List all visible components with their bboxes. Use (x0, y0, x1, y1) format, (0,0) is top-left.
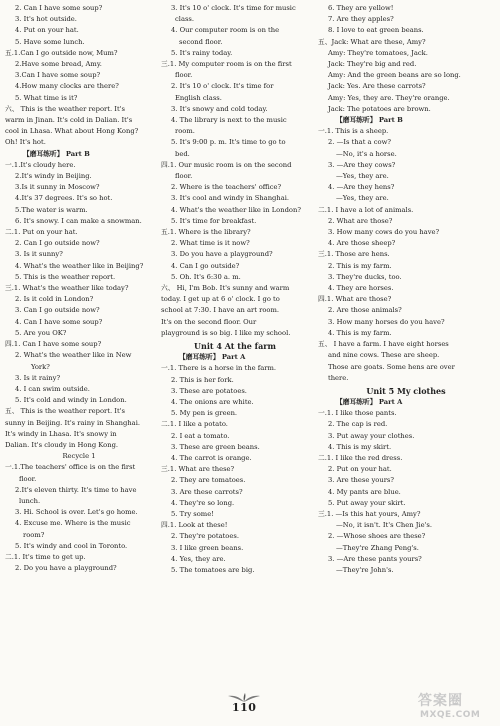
text-line: 3. —Are these pants yours? (328, 554, 422, 563)
text-line: 6. It's snowy. I can make a snowman. (15, 216, 142, 225)
text-line: 2. They are tomatoes. (171, 476, 246, 485)
text-line: cool in Lhasa. What about Hong Kong? (5, 127, 139, 136)
text-line: 5. It's 9:00 p. m. It's time to go to (171, 138, 286, 147)
text-line: 4. The carrot is orange. (171, 453, 252, 462)
text-line: Jack: They're big and red. (328, 60, 417, 69)
text-line: 一.1.The teachers' office is on the first (5, 463, 136, 472)
text-line: 四.1. What are those? (318, 295, 392, 304)
text-line: bed. (175, 149, 190, 158)
text-line: 3. Is it sunny? (15, 250, 63, 259)
unit-heading: Unit 5 My clothes (366, 385, 446, 396)
text-line: 2. Are those animals? (328, 306, 402, 315)
text-line: room? (23, 530, 45, 539)
text-line: 5. It's rainy today. (171, 48, 233, 57)
text-line: 3. These are green beans. (171, 442, 260, 451)
text-line: 一.1. I like those pants. (318, 409, 397, 418)
text-line: 4. The onions are white. (171, 397, 254, 406)
text-line: 8. I love to eat green beans. (328, 26, 424, 35)
text-line: sunny in Beijing. It's rainy in Shanghai. (5, 418, 140, 427)
text-line: 4. Can I go outside? (171, 261, 240, 270)
text-line: 三.1. What's the weather like today? (5, 284, 129, 293)
text-line: 7. Are they apples? (328, 15, 394, 24)
text-line: 2. —Is that a cow? (328, 138, 391, 147)
text-line: 5. It's windy and cool in Toronto. (15, 541, 128, 550)
text-line: —Yes, they are. (336, 172, 389, 181)
text-line: Recycle 1 (62, 452, 96, 461)
text-line: 2. Do you have a playground? (15, 564, 117, 573)
text-line: 5. Try some! (171, 509, 214, 518)
text-line: 六、 This is the weather report. It's (5, 104, 125, 113)
text-line: It's on the second floor. Our (161, 317, 257, 326)
text-line: 3. These are potatoes. (171, 386, 247, 395)
text-line: —They're John's. (336, 565, 394, 574)
text-line: 五.1.Can I go outside now, Mum? (5, 48, 118, 57)
text-line: 2. The cap is red. (328, 420, 388, 429)
text-line: 4. Yes, they are. (171, 554, 226, 563)
text-line: 三.1. —Is this hat yours, Amy? (318, 509, 421, 518)
text-line: 3. Are these yours? (328, 476, 395, 485)
text-line: 三.1. Those are hens. (318, 250, 390, 259)
section-heading: 【磨耳练听】 Part A (179, 353, 246, 362)
text-line: 3. How many horses do you have? (328, 317, 445, 326)
column-right (318, 3, 494, 576)
text-line: 一.1.It's cloudy here. (5, 160, 76, 169)
text-line: 3. I like green beans. (171, 543, 244, 552)
text-line: —They're Zhang Peng's. (336, 543, 419, 552)
text-line: 4. Can I have some soup? (15, 317, 103, 326)
text-line: 3. Is it rainy? (15, 373, 61, 382)
text-line: floor. (175, 71, 193, 80)
text-line: 4. —Are they hens? (328, 183, 395, 192)
text-line: 5. Put away your skirt. (328, 498, 406, 507)
text-line: 四.1. Our music room is on the second (161, 160, 292, 169)
text-line: 5. My pen is green. (171, 409, 238, 418)
text-line: 二.1. I like the red dress. (318, 453, 403, 462)
text-line: 3.Is it sunny in Moscow? (15, 183, 100, 192)
text-line: 二.1. I like a potato. (161, 420, 228, 429)
text-line: and nine cows. These are sheep. (328, 351, 440, 360)
text-line: 五、Jack: What are these, Amy? (318, 37, 426, 46)
text-line: today. I get up at 6 o' clock. I go to (161, 295, 280, 304)
text-line: 5. Oh. It's 6:30 a. m. (171, 272, 241, 281)
text-line: 5. It's cold and windy in London. (15, 396, 127, 405)
text-line: lunch. (19, 496, 41, 505)
text-line: 4.It's 37 degrees. It's so hot. (15, 194, 113, 203)
text-line: 2. Where is the teachers' office? (171, 183, 282, 192)
text-line: 三.1. My computer room is on the first (161, 60, 292, 69)
text-line: 2. It's 10 o' clock. It's time for (171, 82, 274, 91)
text-line: —Yes, they are. (336, 194, 389, 203)
column-left (5, 3, 153, 574)
text-line: 5.The water is warm. (15, 205, 88, 214)
text-line: 5. Are you OK? (15, 328, 67, 337)
text-line: room. (175, 127, 195, 136)
text-line: 4. What's the weather like in Beijing? (15, 261, 144, 270)
column-middle (161, 3, 309, 576)
text-line: 4. Are those sheep? (328, 239, 396, 248)
text-line: English class. (175, 93, 222, 102)
page-number: 110 (232, 701, 257, 714)
text-line: 二.1. Put on your hat. (5, 228, 78, 237)
text-line: 3. It's cool and windy in Shanghai. (171, 194, 290, 203)
text-line: 四.1. Can I have some soup? (5, 340, 102, 349)
text-line: 五、 I have a farm. I have eight horses (318, 340, 449, 349)
text-line: 4. They are horses. (328, 284, 394, 293)
section-heading: 【磨耳练听】 Part A (336, 397, 403, 406)
text-line: 4. Excuse me. Where is the music (15, 519, 131, 528)
text-line: 二.1. It's time to get up. (5, 552, 86, 561)
text-line: floor. (19, 474, 37, 483)
text-line: 2. Can I have some soup? (15, 4, 103, 12)
text-line: 2. I eat a tomato. (171, 431, 230, 440)
text-line: 4. Put on your hat. (15, 26, 79, 35)
text-line: 3. Can I go outside now? (15, 306, 100, 315)
text-line: second floor. (179, 37, 223, 46)
text-line: 4. The library is next to the music (171, 116, 287, 125)
text-line: 一.1. There is a horse in the farm. (161, 364, 277, 373)
text-line: Amy: They're tomatoes, Jack. (328, 48, 428, 57)
section-heading: 【磨耳练听】 Part B (336, 116, 403, 125)
text-line: 5. It's time for breakfast. (171, 216, 257, 225)
text-line: 六、 Hi, I'm Bob. It's sunny and warm (161, 284, 290, 293)
text-line: 5. Have some lunch. (15, 37, 85, 46)
text-line: It's windy in Lhasa. It's snowy in (5, 429, 117, 438)
text-line: 2.It's eleven thirty. It's time to have (15, 485, 137, 494)
text-line: 3.Can I have some soup? (15, 71, 101, 80)
text-line: 6. They are yellow! (328, 4, 394, 12)
text-line: Oh! It's hot. (5, 138, 46, 147)
text-line: 3. How many cows do you have? (328, 228, 440, 237)
text-line: Jack: The potatoes are brown. (328, 104, 431, 113)
text-line: 3. Put away your clothes. (328, 431, 415, 440)
text-line: school at 7:30. I have an art room. (161, 306, 280, 315)
text-line: 2. Can I go outside now? (15, 239, 100, 248)
text-line: 3. They're ducks, too. (328, 272, 402, 281)
text-line: 2. This is her fork. (171, 375, 234, 384)
text-line: floor. (175, 172, 193, 181)
text-line: 4. What's the weather like in London? (171, 205, 301, 214)
text-line: 2.It's windy in Beijing. (15, 172, 92, 181)
page-footer (222, 693, 272, 719)
text-line: warm in Jinan. It's cold in Dalian. It's (5, 116, 133, 125)
text-line: 3. It's hot outside. (15, 15, 77, 24)
text-line: 2. What are those? (328, 216, 393, 225)
text-line: 5. What time is it? (15, 93, 78, 102)
text-line: 2. This is my farm. (328, 261, 392, 270)
text-line: 2. What time is it now? (171, 239, 250, 248)
text-line: 5. The tomatoes are big. (171, 565, 255, 574)
unit-heading: Unit 4 At the farm (194, 341, 276, 352)
text-line: 4. My pants are blue. (328, 487, 401, 496)
text-line: 五.1. Where is the library? (161, 228, 251, 237)
text-line: Dalian. It's cloudy in Hong Kong. (5, 440, 119, 449)
text-line: 2. Put on your hat. (328, 465, 392, 474)
text-line: 3. Do you have a playground? (171, 250, 273, 259)
text-line: 五、 This is the weather report. It's (5, 407, 125, 416)
text-line: 三.1. What are these? (161, 465, 235, 474)
text-line: 四.1. Look at these! (161, 521, 228, 530)
text-line: Amy: Yes, they are. They're orange. (328, 93, 450, 102)
watermark-logo (416, 690, 500, 726)
text-line: 3. Hi. School is over. Let's go home. (15, 508, 138, 517)
text-line: 二.1. I have a lot of animals. (318, 205, 414, 214)
text-line: York? (31, 362, 50, 371)
text-line: there. (328, 373, 349, 382)
text-line: 4.How many clocks are there? (15, 82, 119, 91)
text-line: 2. —Whose shoes are these? (328, 532, 426, 541)
text-line: 2. They're potatoes. (171, 532, 239, 541)
text-line: 4. They're so long. (171, 498, 235, 507)
text-line: 一.1. This is a sheep. (318, 127, 389, 136)
text-line: 4. This is my farm. (328, 328, 392, 337)
section-heading: 【磨耳练听】 Part B (23, 149, 90, 158)
text-line: 2.Have some bread, Amy. (15, 60, 102, 69)
text-line: playground is so big. I like my school. (161, 328, 291, 337)
watermark-text: 答案圈 (418, 693, 463, 709)
text-line: 3. It's snowy and cold today. (171, 104, 268, 113)
watermark-url: MXQE.COM (420, 710, 481, 720)
text-line: Jack: Yes. Are these carrots? (328, 82, 426, 91)
text-line: 3. It's 10 o' clock. It's time for music (171, 4, 296, 12)
text-line: Those are goats. Some hens are over (328, 362, 455, 371)
text-line: class. (175, 15, 195, 24)
text-line: 2. What's the weather like in New (15, 351, 132, 360)
text-line: Amy: And the green beans are so long. (328, 71, 461, 80)
text-line: 4. I can swim outside. (15, 384, 90, 393)
text-line: —No, it isn't. It's Chen Jie's. (336, 521, 433, 530)
text-line: 4. Our computer room is on the (171, 26, 280, 35)
text-line: 3. Are these carrots? (171, 487, 243, 496)
text-line: 3. —Are they cows? (328, 160, 396, 169)
text-line: 2. Is it cold in London? (15, 295, 94, 304)
text-line: —No, it's a horse. (336, 149, 397, 158)
text-line: 5. This is the weather report. (15, 272, 116, 281)
text-line: 4. This is my skirt. (328, 442, 392, 451)
